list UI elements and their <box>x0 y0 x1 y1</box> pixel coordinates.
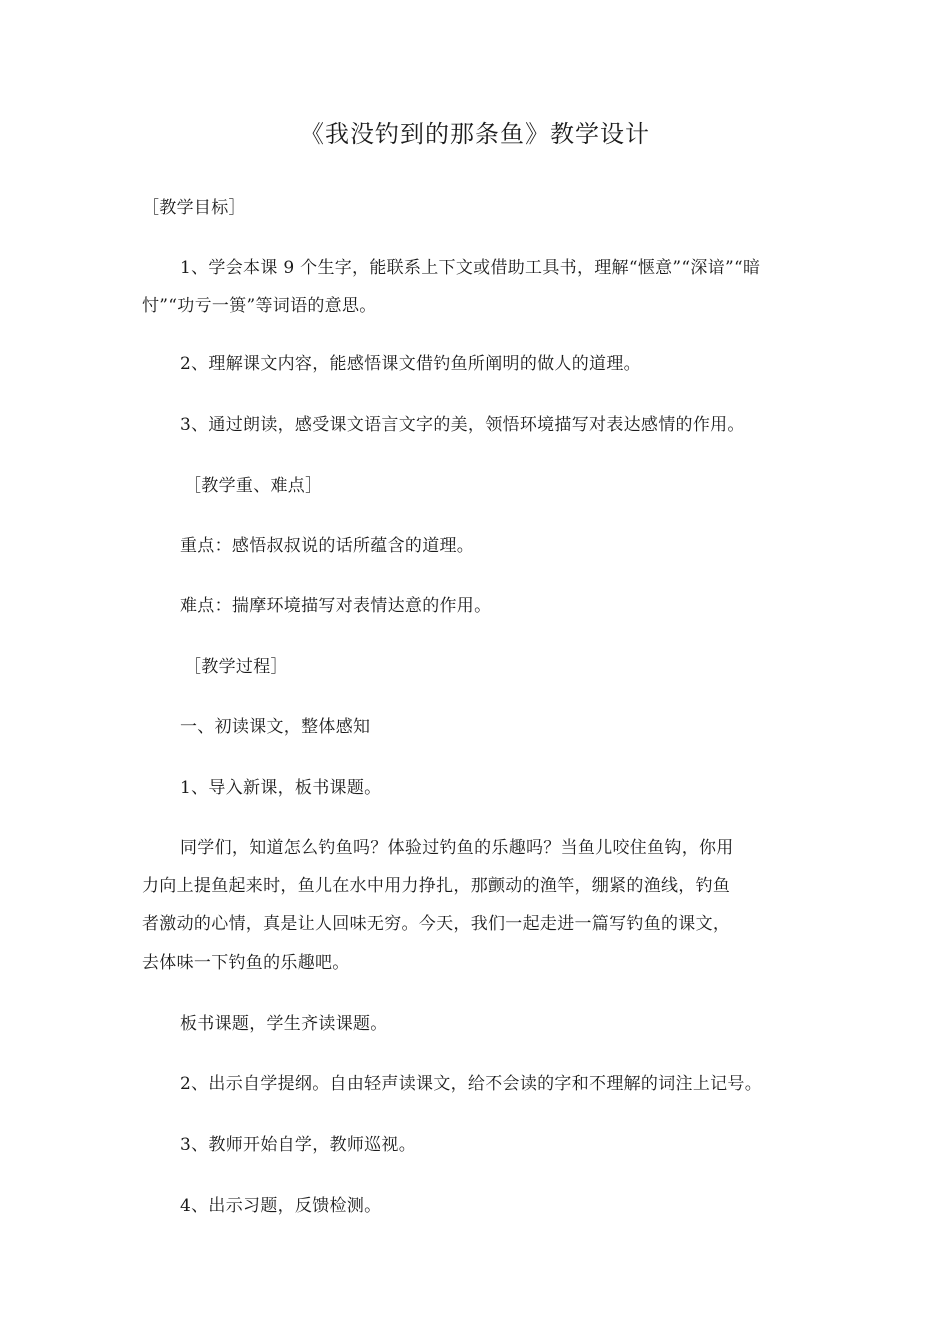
step-3: 3、教师开始自学，教师巡视。 <box>180 1135 417 1155</box>
key-point: 重点：感悟叔叔说的话所蕴含的道理。 <box>180 536 475 556</box>
goal-2: 2、理解课文内容，能感悟课文借钓鱼所阐明的做人的道理。 <box>180 354 641 374</box>
intro-line-2: 力向上提鱼起来时，鱼儿在水中用力挣扎，那颤动的渔竿，绷紧的渔线，钓鱼 <box>142 876 731 896</box>
section-heading-process: ［教学过程］ <box>184 657 288 677</box>
board-note: 板书课题，学生齐读课题。 <box>180 1014 388 1034</box>
intro-line-4: 去体味一下钓鱼的乐趣吧。 <box>142 953 350 973</box>
document-title: 《我没钓到的那条鱼》教学设计 <box>300 120 650 148</box>
step-1: 1、导入新课，板书课题。 <box>180 778 382 798</box>
section-heading-key-points: ［教学重、难点］ <box>184 476 323 496</box>
goal-3: 3、通过朗读，感受课文语言文字的美，领悟环境描写对表达感情的作用。 <box>180 415 745 435</box>
intro-line-1: 同学们，知道怎么钓鱼吗？体验过钓鱼的乐趣吗？当鱼儿咬住鱼钩，你用 <box>180 838 734 858</box>
step-4: 4、出示习题，反馈检测。 <box>180 1196 382 1216</box>
goal-1-line-1: 1、学会本课 9 个生字，能联系上下文或借助工具书，理解“惬意”“深谙”“暗 <box>180 258 761 278</box>
difficult-point: 难点：揣摩环境描写对表情达意的作用。 <box>180 596 492 616</box>
part-1-heading: 一、初读课文，整体感知 <box>180 717 371 737</box>
intro-line-3: 者激动的心情，真是让人回味无穷。今天，我们一起走进一篇写钓鱼的课文， <box>142 914 731 934</box>
section-heading-goals: ［教学目标］ <box>142 198 246 218</box>
goal-1-line-2: 忖”“功亏一篑”等词语的意思。 <box>142 296 377 316</box>
step-2: 2、出示自学提纲。自由轻声读课文，给不会读的字和不理解的词注上记号。 <box>180 1074 763 1094</box>
